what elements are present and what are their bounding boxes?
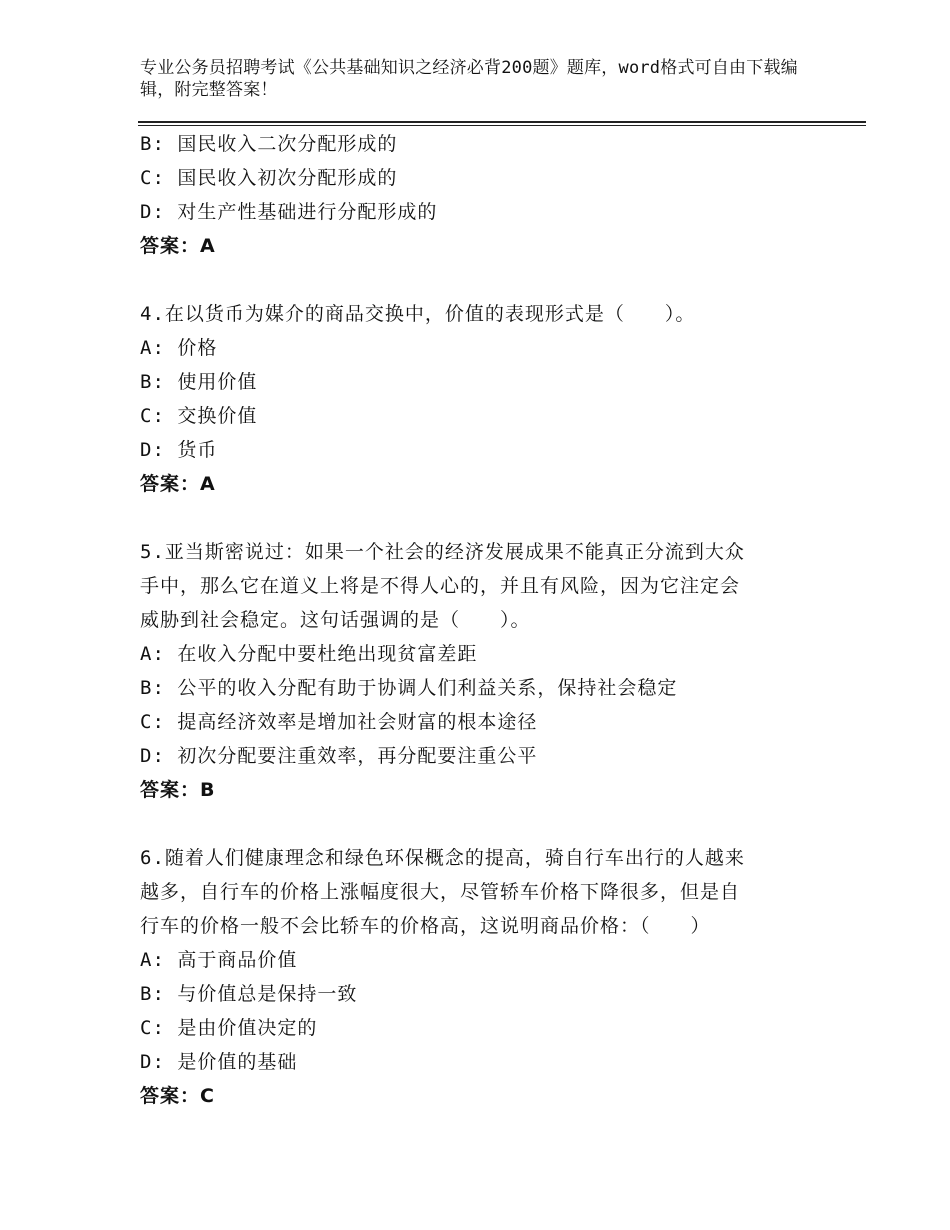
answer-line: 答案：B [140,779,216,801]
question-text: 威胁到社会稳定。这句话强调的是（ ）。 [140,609,531,631]
option-d: D: 对生产性基础进行分配形成的 [140,201,438,223]
question-text: 手中，那么它在道义上将是不得人心的，并且有风险，因为它注定会 [140,575,741,597]
option-c: C: 交换价值 [140,405,258,427]
spacer [140,263,800,297]
option-a: A: 在收入分配中要杜绝出现贫富差距 [140,643,478,665]
answer-line: 答案：A [140,235,216,257]
option-c: C: 是由价值决定的 [140,1017,318,1039]
option-d: D: 是价值的基础 [140,1051,298,1073]
question-3-continued [140,127,800,263]
question-text: 6.随着人们健康理念和绿色环保概念的提高，骑自行车出行的人越来 [140,847,745,869]
spacer [140,807,800,841]
answer-line: 答案：C [140,1085,215,1107]
question-6 [140,841,800,1113]
answer-line: 答案：A [140,473,216,495]
question-text: 4.在以货币为媒介的商品交换中，价值的表现形式是（ ）。 [140,303,696,325]
option-a: A: 价格 [140,337,218,359]
spacer [140,501,800,535]
option-a: A: 高于商品价值 [140,949,298,971]
question-text: 5.亚当斯密说过：如果一个社会的经济发展成果不能真正分流到大众 [140,541,745,563]
option-b: B: 公平的收入分配有助于协调人们利益关系，保持社会稳定 [140,677,678,699]
question-4 [140,297,800,501]
option-b: B: 与价值总是保持一致 [140,983,358,1005]
question-text: 行车的价格一般不会比轿车的价格高，这说明商品价格：（ ） [140,915,711,937]
option-d: D: 初次分配要注重效率，再分配要注重公平 [140,745,538,767]
option-c: C: 国民收入初次分配形成的 [140,167,398,189]
option-b: B: 使用价值 [140,371,258,393]
document-body [140,127,800,1113]
question-text: 越多，自行车的价格上涨幅度很大，尽管轿车价格下降很多，但是自 [140,881,741,903]
option-b: B: 国民收入二次分配形成的 [140,133,398,155]
header-rule-thin [138,125,866,126]
header-rule [138,121,866,123]
page-header: 专业公务员招聘考试《公共基础知识之经济必背200题》题库，word格式可自由下载编辑，附完整答案！ [140,58,798,100]
option-c: C: 提高经济效率是增加社会财富的根本途径 [140,711,538,733]
option-d: D: 货币 [140,439,218,461]
question-5 [140,535,800,807]
